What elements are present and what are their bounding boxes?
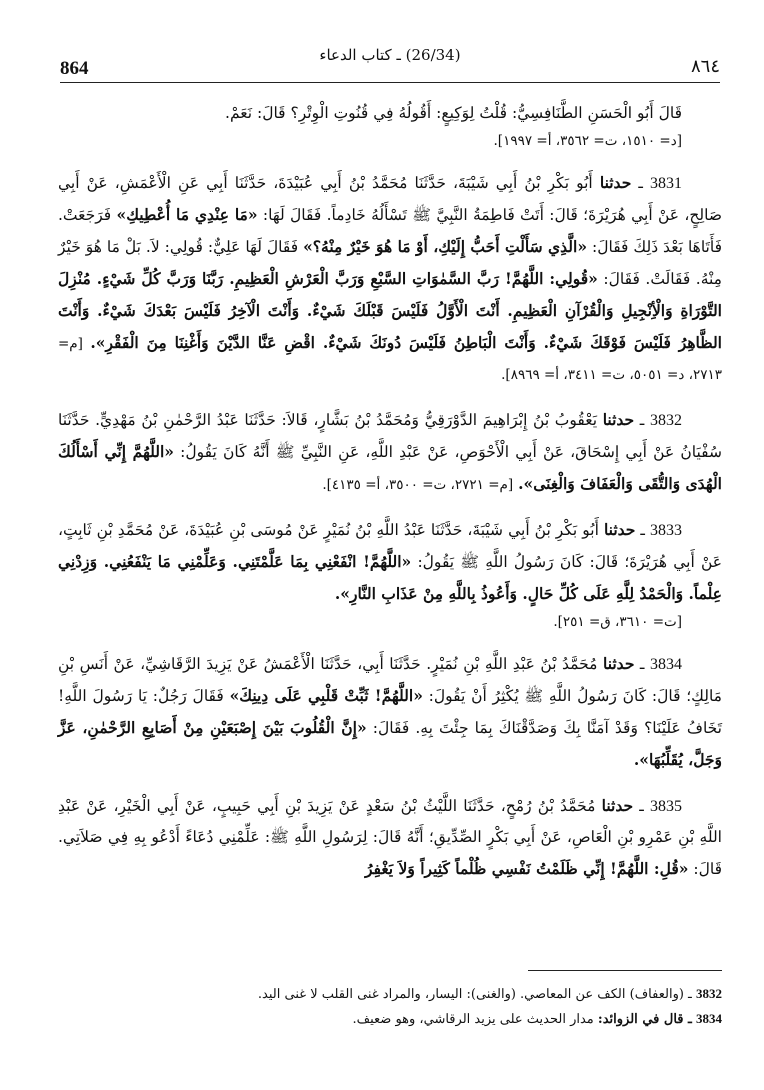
isnad: أَبُو بَكْرِ بْنُ أَبِي شَيْبَةَ، حَدَّثَنَا عَبْدُ اللَّهِ بْنُ نُمَيْرٍ عَنْ مُوسَى بْنِ عُبَيْدَةَ، عَنْ مُحَمَّدِ بْنِ ثَابِتٍ، عَنْ أَبِي هُرَيْرَةَ؛ قَالَ: كَانَ رَسُولُ اللَّهِ ﷺ يَقُولُ: — [58, 521, 722, 571]
haddathana-label: حدثنا — [603, 520, 636, 539]
hadith-number: 3835 — [650, 798, 682, 815]
hadith-number: 3834 — [650, 656, 682, 673]
hadith-intro — [58, 98, 722, 153]
isnad: مُحَمَّدُ بْنُ عَبْدِ اللَّهِ بْنِ نُمَيْرٍ. حَدَّثَنَا أَبِي، حَدَّثَنَا الْأَعْمَشُ عَنْ يَزِيدَ الرَّقَاشِيِّ، عَنْ أَنَسِ بْنِ مَالِكٍ؛ قَالَ: كَانَ رَسُولُ اللَّهِ ﷺ يُكْثِرُ أَنْ يَقُولَ: — [58, 655, 722, 705]
hadith-number: 3833 — [650, 522, 682, 539]
footnote-number: 3834 — [696, 1011, 722, 1026]
main-text — [58, 98, 722, 899]
quote: «الَّذِي سَأَلْتِ أَحَبُّ إِلَيْكِ، أَوْ مَا هُوَ خَيْرٌ مِنْهُ؟» — [303, 237, 588, 256]
hadith-3832: 3832 ـ حدثنا يَعْقُوبُ بْنُ إِبْرَاهِيمَ الدَّوْرَقِيُّ وَمُحَمَّدُ بْنُ بَشَّارٍ، قَالاَ: حَدَّثَنَا عَبْدُ الرَّحْمٰنِ بْنُ مَهْدِيٍّ. حَدَّثَنَا سُفْيَانُ عَنْ أَبِي إِسْحَاقَ، عَنْ أَبِي الْأَحْوَصِ، عَنْ عَبْدِ اللَّهِ، عَنِ النَّبِيِّ ﷺ أَنَّهُ كَانَ يَقُولُ: «اللَّهُمَّ إِنِّي أَسْأَلُكَ الْهُدَى وَالتُّقَى وَالْعَفَافَ وَالْغِنَى». [م= ٢٧٢١، ت= ٣٥٠٠، أ= ٤١٣٥]. — [58, 410, 722, 493]
quote: «اللَّهُمَّ! انْفَعْنِي بِمَا عَلَّمْتَنِي. وَعَلِّمْنِي مَا يَنْفَعُنِي. وَزِدْنِي عِلْماً. وَالْحَمْدُ لِلَّهِ عَلَى كُلِّ حَالٍ. وَأَعُوذُ بِاللَّهِ مِنْ عَذَابِ النَّارِ». — [58, 552, 722, 603]
page-number-arabic: ٨٦٤ — [690, 56, 720, 77]
isnad: مُحَمَّدُ بْنُ رُمْحٍ، حَدَّثَنَا اللَّيْثُ بْنُ سَعْدٍ عَنْ يَزِيدَ بْنِ أَبِي حَبِيبٍ، عَنْ أَبِي الْخَيْرِ، عَنْ عَبْدِ اللَّهِ بْنِ عَمْرِو بْنِ الْعَاصِ، عَنْ أَبِي بَكْرٍ الصِّدِّيقِ؛ أَنَّهُ قَالَ: لِرَسُولِ اللَّهِ ﷺ: عَلِّمْنِي دُعَاءً أَدْعُو بِهِ فِي صَلاَتِي. قَالَ: — [58, 797, 722, 878]
hadith-3831: 3831 ـ حدثنا أَبُو بَكْرِ بْنُ أَبِي شَيْبَةَ، حَدَّثَنَا مُحَمَّدُ بْنُ أَبِي عُبَيْدَةَ، حَدَّثَنَا أَبِي عَنِ الْأَعْمَشِ، عَنْ أَبِي صَالِحٍ، عَنْ أَبِي هُرَيْرَةَ؛ قَالَ: أَتَتْ فَاطِمَةُ النَّبِيَّ ﷺ تَسْأَلُهُ خَادِماً. فَقَالَ لَهَا: «مَا عِنْدِي مَا أُعْطِيكِ» فَرَجَعَتْ. فَأَتَاهَا بَعْدَ ذَلِكَ فَقَالَ: «الَّذِي سَأَلْتِ أَحَبُّ إِلَيْكِ، أَوْ مَا هُوَ خَيْرٌ مِنْهُ؟» فَقَالَ لَهَا عَلِيٌّ: قُولِي: لاَ. بَلْ مَا هُوَ خَيْرٌ مِنْهُ. فَقَالَتْ. فَقَالَ: «قُولِي: اللَّهُمَّ! رَبَّ السَّمٰوَاتِ السَّبْعِ وَرَبَّ الْعَرْشِ الْعَظِيمِ. رَبَّنَا وَرَبَّ كُلِّ شَيْءٍ. مُنْزِلَ التَّوْرَاةِ وَالْأِنْجِيلِ وَالْقُرْآنِ الْعَظِيمِ. أَنْتَ الْأَوَّلُ فَلَيْسَ قَبْلَكَ شَيْءٌ. وَأَنْتَ الْآخِرُ فَلَيْسَ بَعْدَكَ شَيْءٌ. وَأَنْتَ الظَّاهِرُ فَلَيْسَ فَوْقَكَ شَيْءٌ. وَأَنْتَ الْبَاطِنُ فَلَيْسَ دُونَكَ شَيْءٌ. اقْضِ عَنَّا الدَّيْنَ وَأَغْنِنَا مِنَ الْفَقْرِ». [م= ٢٧١٣، د= ٥٠٥١، ت= ٣٤١١، أ= ٨٩٦٩]. — [58, 173, 723, 383]
footnote — [60, 982, 722, 1007]
hadith-3833: 3833 ـ حدثنا أَبُو بَكْرِ بْنُ أَبِي شَيْبَةَ، حَدَّثَنَا عَبْدُ اللَّهِ بْنُ نُمَيْرٍ عَنْ مُوسَى بْنِ عُبَيْدَةَ، عَنْ مُحَمَّدِ بْنِ ثَابِتٍ، عَنْ أَبِي هُرَيْرَةَ؛ قَالَ: كَانَ رَسُولُ اللَّهِ ﷺ يَقُولُ: «اللَّهُمَّ! انْفَعْنِي بِمَا عَلَّمْتَنِي. وَعَلِّمْنِي مَا يَنْفَعُنِي. وَزِدْنِي عِلْماً. وَالْحَمْدُ لِلَّهِ عَلَى كُلِّ حَالٍ. وَأَعُوذُ بِاللَّهِ مِنْ عَذَابِ النَّارِ». [ت= ٣٦١٠، ق= ٢٥١]. — [58, 514, 722, 634]
hadith-refs: [م= ٢٧١٣، د= ٥٠٥١، ت= ٣٤١١، أ= ٨٩٦٩]. — [58, 336, 722, 383]
narration: فَقَالَ رَجُلٌ: يَا رَسُولَ اللَّهِ! تَخَافُ عَلَيْنَا؟ وَقَدْ آمَنَّا بِكَ وَصَدَّقْنَاكَ بِمَا جِئْتَ بِهِ. فَقَالَ: — [58, 687, 722, 737]
quote: «قُولِي: اللَّهُمَّ! رَبَّ السَّمٰوَاتِ السَّبْعِ وَرَبَّ الْعَرْشِ الْعَظِيمِ. رَبَّنَا وَرَبَّ كُلِّ شَيْءٍ. مُنْزِلَ التَّوْرَاةِ وَالْأِنْجِيلِ وَالْقُرْآنِ الْعَظِيمِ. أَنْتَ الْأَوَّلُ فَلَيْسَ قَبْلَكَ شَيْءٌ. وَأَنْتَ الْآخِرُ فَلَيْسَ بَعْدَكَ شَيْءٌ. وَأَنْتَ الظَّاهِرُ فَلَيْسَ فَوْقَكَ شَيْءٌ. وَأَنْتَ الْبَاطِنُ فَلَيْسَ دُونَكَ شَيْءٌ. اقْضِ عَنَّا الدَّيْنَ وَأَغْنِنَا مِنَ الْفَقْرِ». — [58, 269, 722, 352]
footnote-text: مدار الحديث على يزيد الرقاشي، وهو ضعيف. — [352, 1012, 594, 1027]
intro-text: قَالَ أَبُو الْحَسَنِ الطَّنَافِسِيُّ: قُلْتُ لِوَكِيعٍ: أَقُولُهُ فِي قُنُوتِ الْوِتْرِ؟ قَالَ: نَعَمْ. — [225, 104, 682, 122]
hadith-3834: 3834 ـ حدثنا مُحَمَّدُ بْنُ عَبْدِ اللَّهِ بْنِ نُمَيْرٍ. حَدَّثَنَا أَبِي، حَدَّثَنَا الْأَعْمَشُ عَنْ يَزِيدَ الرَّقَاشِيِّ، عَنْ أَنَسِ بْنِ مَالِكٍ؛ قَالَ: كَانَ رَسُولُ اللَّهِ ﷺ يُكْثِرُ أَنْ يَقُولَ: «اللَّهُمَّ! ثَبِّتْ قَلْبِي عَلَى دِينِكَ» فَقَالَ رَجُلٌ: يَا رَسُولَ اللَّهِ! تَخَافُ عَلَيْنَا؟ وَقَدْ آمَنَّا بِكَ وَصَدَّقْنَاكَ بِمَا جِئْتَ بِهِ. فَقَالَ: «إِنَّ الْقُلُوبَ بَيْنَ إِصْبَعَيْنِ مِنْ أَصَابِعِ الرَّحْمٰنِ، عَزَّ وَجَلَّ، يُقَلِّبُهَا». — [58, 654, 722, 769]
footnote-divider — [528, 970, 722, 971]
header-divider — [60, 82, 720, 83]
footnote-label: ـ قال في الزوائد: — [597, 1012, 692, 1027]
hadith-refs: [ت= ٣٦١٠، ق= ٢٥١]. — [553, 614, 682, 630]
hadith-number: 3831 — [650, 175, 683, 192]
quote: «اللَّهُمَّ! ثَبِّتْ قَلْبِي عَلَى دِينِكَ» — [229, 686, 423, 705]
footnote-text: ـ (والعفاف) الكف عن المعاصي. (والغنى): اليسار، والمراد غنى القلب لا غنى اليد. — [257, 987, 692, 1002]
haddathana-label: حدثنا — [599, 173, 632, 192]
quote: «اللَّهُمَّ إِنِّي أَسْأَلُكَ الْهُدَى وَالتُّقَى وَالْعَفَافَ وَالْغِنَى». — [58, 442, 722, 493]
intro-refs: [د= ١٥١٠، ت= ٣٥٦٢، أ= ١٩٩٧]. — [493, 133, 682, 149]
haddathana-label: حدثنا — [602, 654, 635, 673]
hadith-number: 3832 — [650, 412, 682, 429]
page-number-latin: 864 — [60, 58, 89, 79]
isnad: يَعْقُوبُ بْنُ إِبْرَاهِيمَ الدَّوْرَقِيُّ وَمُحَمَّدُ بْنُ بَشَّارٍ، قَالاَ: حَدَّثَنَا عَبْدُ الرَّحْمٰنِ بْنُ مَهْدِيٍّ. حَدَّثَنَا سُفْيَانُ عَنْ أَبِي إِسْحَاقَ، عَنْ أَبِي الْأَحْوَصِ، عَنْ عَبْدِ اللَّهِ، عَنِ النَّبِيِّ ﷺ أَنَّهُ كَانَ يَقُولُ: — [58, 411, 722, 461]
haddathana-label: حدثنا — [602, 410, 635, 429]
isnad: أَبُو بَكْرِ بْنُ أَبِي شَيْبَةَ، حَدَّثَنَا مُحَمَّدُ بْنُ أَبِي عُبَيْدَةَ، حَدَّثَنَا أَبِي عَنِ الْأَعْمَشِ، عَنْ أَبِي صَالِحٍ، عَنْ أَبِي هُرَيْرَةَ؛ قَالَ: أَتَتْ فَاطِمَةُ النَّبِيَّ ﷺ تَسْأَلُهُ خَادِماً. فَقَالَ لَهَا: — [58, 174, 723, 224]
quote: «مَا عِنْدِي مَا أُعْطِيكِ» — [116, 205, 258, 224]
quote: «إِنَّ الْقُلُوبَ بَيْنَ إِصْبَعَيْنِ مِنْ أَصَابِعِ الرَّحْمٰنِ، عَزَّ وَجَلَّ، يُقَلِّبُهَا». — [58, 718, 722, 769]
quote: «قُلِ: اللَّهُمَّ! إِنِّي ظَلَمْتُ نَفْسِي ظُلْماً كَثِيراً وَلاَ يَغْفِرُ — [364, 859, 689, 878]
running-title: (26/34) ـ كتاب الدعاء — [319, 46, 461, 64]
footnote — [60, 1007, 722, 1032]
narration: فَقَالَ لَهَا عَلِيٌّ: قُولِي: لاَ. بَلْ مَا هُوَ خَيْرٌ مِنْهُ. فَقَالَتْ. فَقَالَ: — [58, 238, 722, 288]
footnotes — [60, 982, 722, 1032]
page-header — [60, 44, 720, 84]
haddathana-label: حدثنا — [601, 796, 634, 815]
footnote-number: 3832 — [696, 986, 722, 1001]
narration: فَرَجَعَتْ. فَأَتَاهَا بَعْدَ ذَلِكَ فَقَالَ: — [58, 206, 723, 256]
hadith-3835: 3835 ـ حدثنا مُحَمَّدُ بْنُ رُمْحٍ، حَدَّثَنَا اللَّيْثُ بْنُ سَعْدٍ عَنْ يَزِيدَ بْنِ أَبِي حَبِيبٍ، عَنْ أَبِي الْخَيْرِ، عَنْ عَبْدِ اللَّهِ بْنِ عَمْرِو بْنِ الْعَاصِ، عَنْ أَبِي بَكْرٍ الصِّدِّيقِ؛ أَنَّهُ قَالَ: لِرَسُولِ اللَّهِ ﷺ: عَلِّمْنِي دُعَاءً أَدْعُو بِهِ فِي صَلاَتِي. قَالَ: «قُلِ: اللَّهُمَّ! إِنِّي ظَلَمْتُ نَفْسِي ظُلْماً كَثِيراً وَلاَ يَغْفِرُ — [58, 796, 722, 878]
hadith-refs: [م= ٢٧٢١، ت= ٣٥٠٠، أ= ٤١٣٥]. — [322, 477, 514, 493]
